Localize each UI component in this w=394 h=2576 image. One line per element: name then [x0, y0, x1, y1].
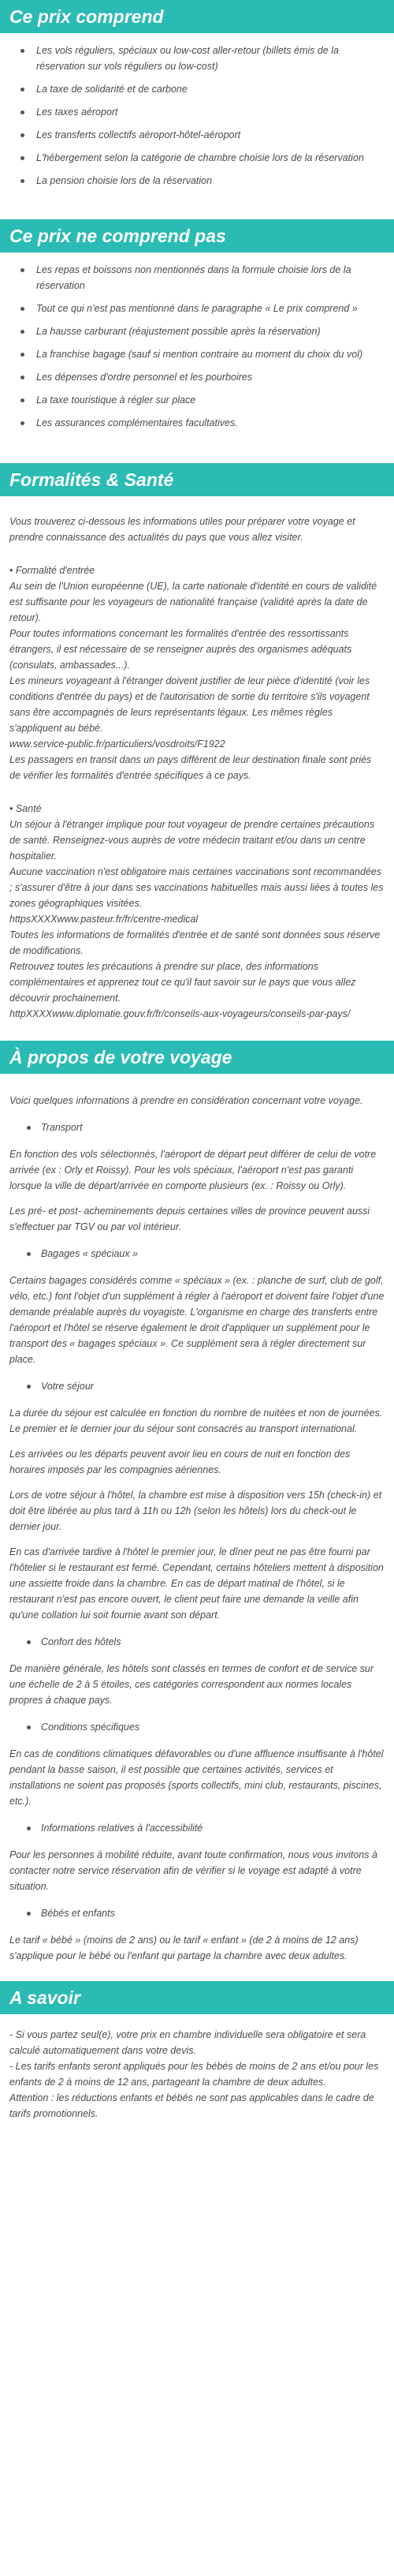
list-item: La taxe de solidarité et de carbone [36, 81, 380, 97]
sejour-text: La durée du séjour est calculée en fonction du nombre de nuitées et non de journées. Le premier et le dernier jour du séjour sont consacrés au transport international. [9, 1408, 383, 1434]
asavoir-content [0, 2014, 394, 2122]
conditions-text: En cas de conditions climatiques défavorables ou d'une affluence insuffisante à l'hôtel pendant la basse saison, il est possible que certaines activités, services et installations ne soient pas proposés (sports collectifs, mini club, restaurants, piscines, etc.). [9, 1748, 384, 1807]
bagages-text: Certains bagages considérés comme « spéciaux » (ex. : planche de surf, club de golf, vélo, etc.) font l'objet d'un supplément à régler à l'aéroport et doivent faire l'objet d'une demande préalable auprès du voyagiste. L'organisme en charge des transferts entre l'aéroport et l'hôtel se réserve également le droit d'appliquer un supplément pour le transport des « bagages spéciaux ». Ce supplément sera à régler directement sur place. [9, 1275, 385, 1365]
sante-link[interactable]: httpXXXXwww.diplomatie.gouv.fr/fr/conseils-aux-voyageurs/conseils-par-pays/ [9, 1008, 351, 1019]
accessibilite-heading: Informations relatives à l'accessibilité [9, 1820, 385, 1836]
section-title-formalites: Formalités & Santé [0, 463, 394, 496]
list-item: Les repas et boissons non mentionnés dans la formule choisie lors de la réservation [36, 262, 380, 293]
asavoir-line: - Si vous partez seul(e), votre prix en chambre individuelle sera obligatoire et sera calculé automatiquement dans votre devis. [9, 2029, 366, 2056]
list-item: La hausse carburant (réajustement possible après la réservation) [36, 323, 380, 339]
list-item: Les vols réguliers, spéciaux ou low-cost aller-retour (billets émis de la réservation sur vols réguliers ou low-cost) [36, 43, 380, 74]
list-ne-comprend [0, 252, 394, 444]
apropos-content [0, 1074, 394, 1964]
identite-text: Les mineurs voyageant à l'étranger doivent justifier de leur pièce d'identité (voir les conditions d'entrée du pays) et de l'autorisation de sortie du territoire s'ils voyagent sans être accompagnés de leurs représentants légaux. Les mêmes règles s'appliquent au bébé. [9, 675, 370, 734]
identite-link[interactable]: www.service-public.fr/particuliers/vosdroits/F1922 [9, 738, 225, 750]
list-item: La pension choisie lors de la réservation [36, 173, 380, 189]
section-title-ne-comprend: Ce prix ne comprend pas [0, 219, 394, 252]
section-title-apropos: À propos de votre voyage [0, 1041, 394, 1074]
conditions-heading: Conditions spécifiques [9, 1719, 385, 1735]
asavoir-line: Attention : les réductions enfants et bébés ne sont pas applicables dans le cadre de tarifs promotionnels. [9, 2092, 374, 2119]
list-item: Les dépenses d'ordre personnel et les pourboires [36, 369, 380, 385]
bebes-heading: Bébés et enfants [9, 1905, 385, 1921]
sante-text: Retrouvez toutes les précautions à prendre sur place, des informations complémentaires et apprenez tout ce qu'il faut savoir sur le pays que vous allez découvrir prochainement. [9, 961, 356, 1004]
list-item: Les taxes aéroport [36, 104, 380, 120]
transport-text: Les pré- et post- acheminements depuis certaines villes de province peuvent aussi s'effectuer par TGV ou par vol intérieur. [9, 1206, 370, 1232]
sejour-text: Les arrivées ou les départs peuvent avoir lieu en cours de nuit en fonction des horaires imposés par les compagnies aériennes. [9, 1449, 351, 1475]
list-comprend [0, 33, 394, 202]
transport-text: En fonction des vols sélectionnés, l'aéroport de départ peut différer de celui de votre arrivée (ex : Orly et Roissy). Pour les vols spéciaux, l'aéroport n'est pas garanti lorsque la ville de départ/arrivée en comporte plusieurs (ex. : Roissy ou Orly). [9, 1149, 377, 1191]
confort-heading: Confort des hôtels [9, 1634, 385, 1650]
identite-heading: • Formalité d'entrée [9, 565, 95, 576]
asavoir-line: - Les tarifs enfants seront appliqués pour les bébés de moins de 2 ans et/ou pour les enfants de 2 à moins de 12 ans, partageant la chambre de deux adultes. [9, 2061, 379, 2088]
accessibilite-text: Pour les personnes à mobilité réduite, avant toute confirmation, nous vous invitons à contacter notre service réservation afin de vérifier si le voyage est adapté à votre situation. [9, 1849, 377, 1892]
identite-text: Au sein de l'Union européenne (UE), la carte nationale d'identité en cours de validité est suffisante pour les voyageurs de nationalité française (validité après la date de retour). [9, 581, 377, 623]
list-item: Tout ce qui n'est pas mentionné dans le paragraphe « Le prix comprend » [36, 301, 380, 316]
bebes-text: Le tarif « bébé » (moins de 2 ans) ou le tarif « enfant » (de 2 à moins de 12 ans) s'applique pour le bébé ou l'enfant qui partage la chambre avec deux adultes. [9, 1935, 359, 1961]
bagages-heading: Bagages « spéciaux » [9, 1246, 385, 1262]
sante-text: Toutes les informations de formalités d'entrée et de santé sont données sous réserve de modifications. [9, 929, 381, 956]
transport-heading: Transport [9, 1120, 385, 1135]
identite-text: Pour toutes informations concernant les formalités d'entrée des ressortissants étrangers, il est nécessaire de se renseigner auprès des organismes adéquats (consulats, ambassades...). [9, 628, 352, 671]
sante-text: Aucune vaccination n'est obligatoire mais certaines vaccinations sont recommandées ; s'assurer d'être à jour dans ses vaccinations habituelles mais aussi liées à toutes les zones géographiques visitées. [9, 866, 384, 909]
formalites-intro: Vous trouverez ci-dessous les informations utiles pour préparer votre voyage et prendre connaissance des actualités du pays que vous allez visiter. [9, 516, 355, 543]
identite-text: Les passagers en transit dans un pays différent de leur destination finale sont priés de vérifier les formalités d'entrée spécifiques à ce pays. [9, 754, 372, 781]
sante-heading: • Santé [9, 803, 42, 814]
list-item: La taxe touristique à régler sur place [36, 392, 380, 408]
list-item: Les transferts collectifs aéroport-hôtel-aéroport [36, 127, 380, 143]
sejour-text: En cas d'arrivée tardive à l'hôtel le premier jour, le dîner peut ne pas être fourni par l'hôtelier si le restaurant est fermé. Cependant, certains hôteliers mettent à disposition une assiette froide dans la chambre. En cas de départ matinal de l'hôtel, si le restaurant n'est pas encore ouvert, le client peut faire une demande la veille afin qu'une collation lui soit fournie avant son départ. [9, 1546, 384, 1621]
list-item: La franchise bagage (sauf si mention contraire au moment du choix du vol) [36, 346, 380, 362]
sejour-heading: Votre séjour [9, 1378, 385, 1394]
sante-text: Un séjour à l'étranger implique pour tout voyageur de prendre certaines précautions de santé. Renseignez-vous auprès de votre médecin traitant et/ou dans un centre hospitalier. [9, 819, 375, 862]
list-item: L'hébergement selon la catégorie de chambre choisie lors de la réservation [36, 150, 380, 166]
list-item: Les assurances complémentaires facultatives. [36, 415, 380, 431]
section-title-asavoir: A savoir [0, 1981, 394, 2014]
sejour-text: Lors de votre séjour à l'hôtel, la chambre est mise à disposition vers 15h (check-in) et doit être libérée au plus tard à 11h ou 12h (selon les hôtels) lors du check-out le dernier jour. [9, 1490, 382, 1532]
confort-text: De manière générale, les hôtels sont classés en termes de confort et de service sur une échelle de 2 à 5 étoiles, ces catégories correspondent aux normes locales propres à chaque pays. [9, 1663, 374, 1706]
section-title-comprend: Ce prix comprend [0, 0, 394, 33]
sante-link[interactable]: httpsXXXXwww.pasteur.fr/fr/centre-medical [9, 914, 199, 925]
formalites-content [0, 496, 394, 1022]
apropos-intro: Voici quelques informations à prendre en considération concernant votre voyage. [9, 1095, 363, 1106]
